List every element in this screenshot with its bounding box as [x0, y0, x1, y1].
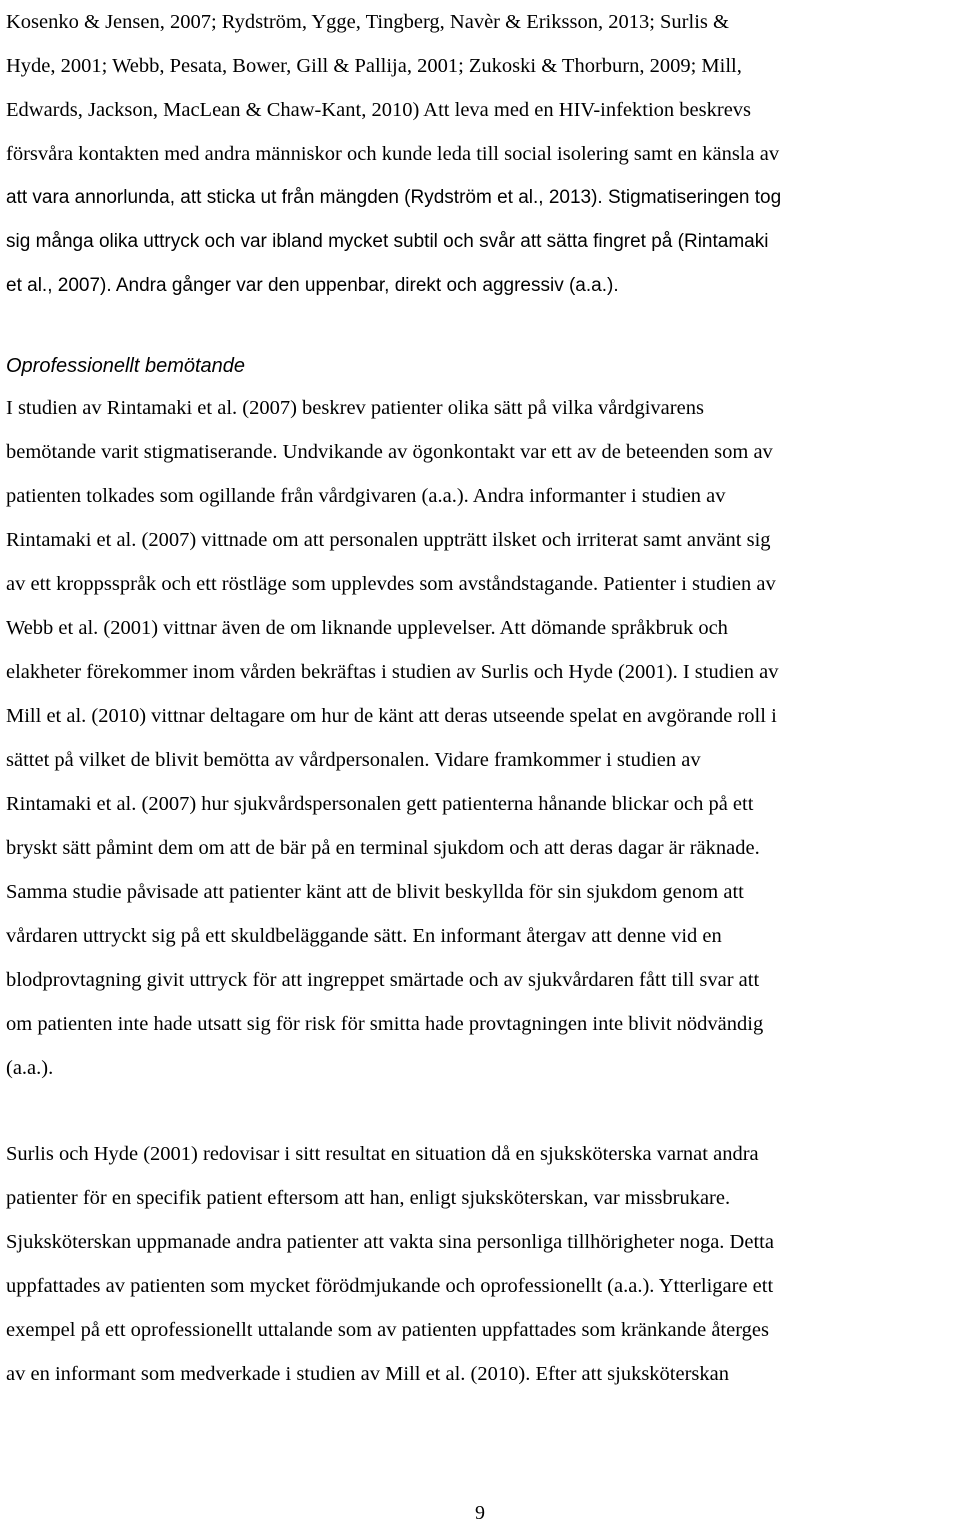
- paragraph-line: bemötande varit stigmatiserande. Undvikande av ögonkontakt var ett av de beteenden som av: [6, 441, 773, 463]
- paragraph-line: patienter för en specifik patient eftersom att han, enligt sjuksköterskan, var missbrukare.: [6, 1187, 731, 1209]
- paragraph-line: (a.a.).: [6, 1057, 54, 1079]
- paragraph-line: exempel på ett oprofessionellt uttalande som av patienten uppfattades som kränkande återges: [6, 1319, 769, 1341]
- paragraph-line: Hyde, 2001; Webb, Pesata, Bower, Gill & Pallija, 2001; Zukoski & Thorburn, 2009; Mill,: [6, 55, 742, 77]
- paragraph-line: vårdaren uttryckt sig på ett skuldbeläggande sätt. En informant återgav att denne vid en: [6, 925, 722, 947]
- paragraph-line: et al., 2007). Andra gånger var den uppenbar, direkt och aggressiv (a.a.).: [6, 275, 619, 296]
- document-page: [6, 0, 958, 1396]
- spacer: [6, 1090, 958, 1132]
- paragraph-2: [6, 386, 958, 1090]
- paragraph-line: försvåra kontakten med andra människor och kunde leda till social isolering samt en känsla av: [6, 143, 780, 165]
- paragraph-line: sättet på vilket de blivit bemötta av vårdpersonalen. Vidare framkommer i studien av: [6, 749, 701, 771]
- section-heading: Oprofessionellt bemötande: [6, 355, 246, 377]
- paragraph-line: Webb et al. (2001) vittnar även de om liknande upplevelser. Att dömande språkbruk och: [6, 617, 728, 639]
- paragraph-line: av en informant som medverkade i studien av Mill et al. (2010). Efter att sjuksköterskan: [6, 1363, 730, 1385]
- paragraph-3: [6, 1132, 958, 1396]
- paragraph-line: Rintamaki et al. (2007) vittnade om att personalen uppträtt ilsket och irriterat samt använt sig: [6, 529, 771, 551]
- paragraph-line: patienten tolkades som ogillande från vårdgivaren (a.a.). Andra informanter i studien av: [6, 485, 726, 507]
- paragraph-line: att vara annorlunda, att sticka ut från mängden (Rydström et al., 2013). Stigmatiseringen tog: [6, 187, 782, 208]
- paragraph-line: uppfattades av patienten som mycket förödmjukande och oprofessionellt (a.a.). Ytterligare ett: [6, 1275, 774, 1297]
- paragraph-line: elakheter förekommer inom vården bekräftas i studien av Surlis och Hyde (2001). I studien av: [6, 661, 779, 683]
- paragraph-line: om patienten inte hade utsatt sig för risk för smitta hade provtagningen inte blivit nödvändig: [6, 1013, 764, 1035]
- page-number: 9: [475, 1502, 485, 1524]
- paragraph-line: av ett kroppsspråk och ett röstläge som upplevdes som avståndstagande. Patienter i studien av: [6, 573, 776, 595]
- paragraph-line: blodprovtagning givit uttryck för att ingreppet smärtade och av sjukvårdaren fått till svar att: [6, 969, 760, 991]
- paragraph-line: I studien av Rintamaki et al. (2007) beskrev patienter olika sätt på vilka vårdgivarens: [6, 397, 704, 419]
- paragraph-line: Edwards, Jackson, MacLean & Chaw-Kant, 2010) Att leva med en HIV-infektion beskrevs: [6, 99, 752, 121]
- paragraph-line: sig många olika uttryck och var ibland mycket subtil och svår att sätta fingret på (Rintamaki: [6, 231, 769, 252]
- paragraph-line: Samma studie påvisade att patienter känt att de blivit beskyllda för sin sjukdom genom att: [6, 881, 744, 903]
- paragraph-line: Rintamaki et al. (2007) hur sjukvårdspersonalen gett patienterna hånande blickar och på ett: [6, 793, 754, 815]
- paragraph-line: Mill et al. (2010) vittnar deltagare om hur de känt att deras utseende spelat en avgörande roll i: [6, 705, 777, 727]
- paragraph-line: bryskt sätt påmint dem om att de bär på en terminal sjukdom och att deras dagar är räknade.: [6, 837, 760, 859]
- paragraph-line: Surlis och Hyde (2001) redovisar i sitt resultat en situation då en sjuksköterska varnat andra: [6, 1143, 759, 1165]
- spacer: [6, 308, 958, 346]
- paragraph-1: [6, 0, 958, 308]
- paragraph-line: Sjuksköterskan uppmanade andra patienter att vakta sina personliga tillhörigheter noga. Detta: [6, 1231, 774, 1253]
- paragraph-line: Kosenko & Jensen, 2007; Rydström, Ygge, Tingberg, Navèr & Eriksson, 2013; Surlis &: [6, 11, 729, 33]
